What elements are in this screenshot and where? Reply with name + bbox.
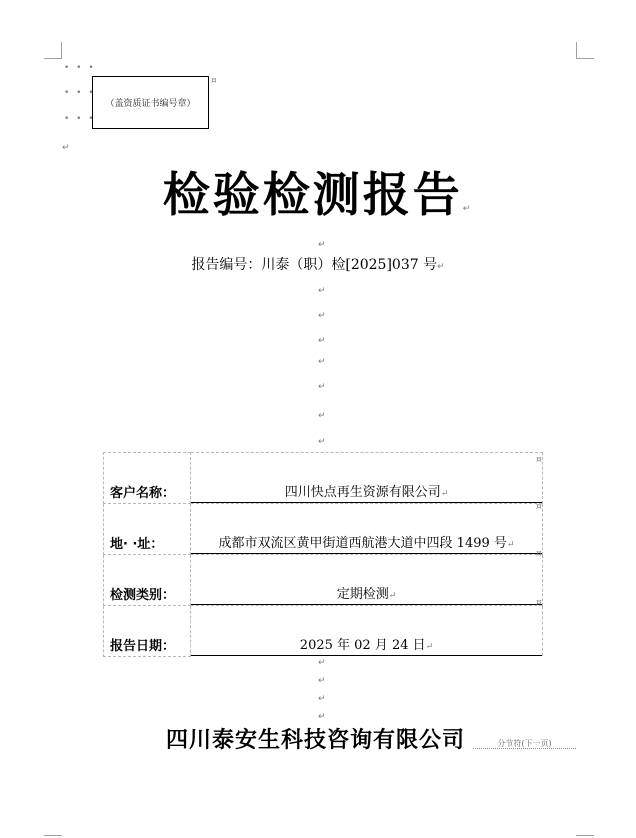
paragraph-mark: ↵: [318, 240, 326, 250]
test-category-text: 定期检测: [336, 587, 389, 602]
client-name-value: [191, 453, 543, 504]
paragraph-mark: ↵: [318, 286, 326, 296]
company-name: 四川泰安生科技咨询有限公司: [166, 727, 466, 753]
section-break-marker: 分节符(下一页): [473, 739, 576, 749]
cell-end-mark: ¤: [536, 549, 542, 559]
paragraph-mark: ↵: [506, 540, 515, 550]
stamp-label: （盖资质证书编号章）: [105, 99, 196, 109]
paragraph-mark: ↵: [318, 382, 326, 392]
report-number-text: 报告编号：川泰（职）检[2025]037 号: [191, 257, 438, 273]
dot-marker: • • •: [64, 114, 96, 124]
test-category-label: 检测类别：: [104, 555, 191, 606]
paragraph-mark: ↵: [462, 204, 474, 214]
paragraph-mark: ↵: [318, 658, 326, 668]
paragraph-mark: ↵: [318, 311, 326, 321]
report-number: [0, 256, 636, 274]
report-title: [0, 168, 636, 224]
paragraph-mark: ↵: [425, 642, 434, 652]
paragraph-mark: ↵: [388, 591, 397, 601]
paragraph-mark: ↵: [318, 712, 326, 722]
paragraph-mark: ↵: [437, 262, 445, 272]
paragraph-mark: ↵: [62, 143, 70, 153]
address-text: 成都市双流区黄甲街道西航港大道中四段 1499 号: [218, 536, 507, 551]
title-text: 检验检测报告: [162, 168, 463, 223]
stamp-box: [92, 76, 209, 129]
report-date-text: 2025 年 02 月 24 日: [299, 638, 426, 653]
report-date-value: [191, 606, 543, 657]
table-row: [104, 606, 543, 657]
table-row: [104, 555, 543, 606]
crop-mark: [576, 58, 594, 59]
cell-end-mark: ¤: [211, 76, 217, 86]
paragraph-mark: ↵: [318, 694, 326, 704]
crop-mark: [61, 42, 62, 59]
crop-mark: [44, 58, 62, 59]
cell-end-mark: ¤: [536, 502, 542, 512]
table-row: [104, 504, 543, 555]
dot-marker: • • •: [64, 63, 96, 73]
client-name-text: 四川快点再生资源有限公司: [284, 485, 441, 500]
address-label: 地· ·址：: [104, 504, 191, 555]
paragraph-mark: ↵: [318, 357, 326, 367]
crop-mark: [576, 42, 577, 59]
cell-end-mark: ¤: [536, 598, 542, 608]
client-name-label: 客户名称：: [104, 453, 191, 504]
crop-mark: [576, 835, 594, 836]
table-row: [104, 453, 543, 504]
dot-marker: • • •: [64, 88, 96, 98]
address-value: [191, 504, 543, 555]
report-date-label: 报告日期：: [104, 606, 191, 657]
cell-end-mark: ¤: [536, 455, 542, 465]
client-info-table: [103, 452, 543, 657]
paragraph-mark: ↵: [318, 676, 326, 686]
crop-mark: [44, 835, 62, 836]
paragraph-mark: ↵: [318, 437, 326, 447]
paragraph-mark: ↵: [440, 489, 449, 499]
paragraph-mark: ↵: [318, 336, 326, 346]
test-category-value: [191, 555, 543, 606]
paragraph-mark: ↵: [318, 411, 326, 421]
